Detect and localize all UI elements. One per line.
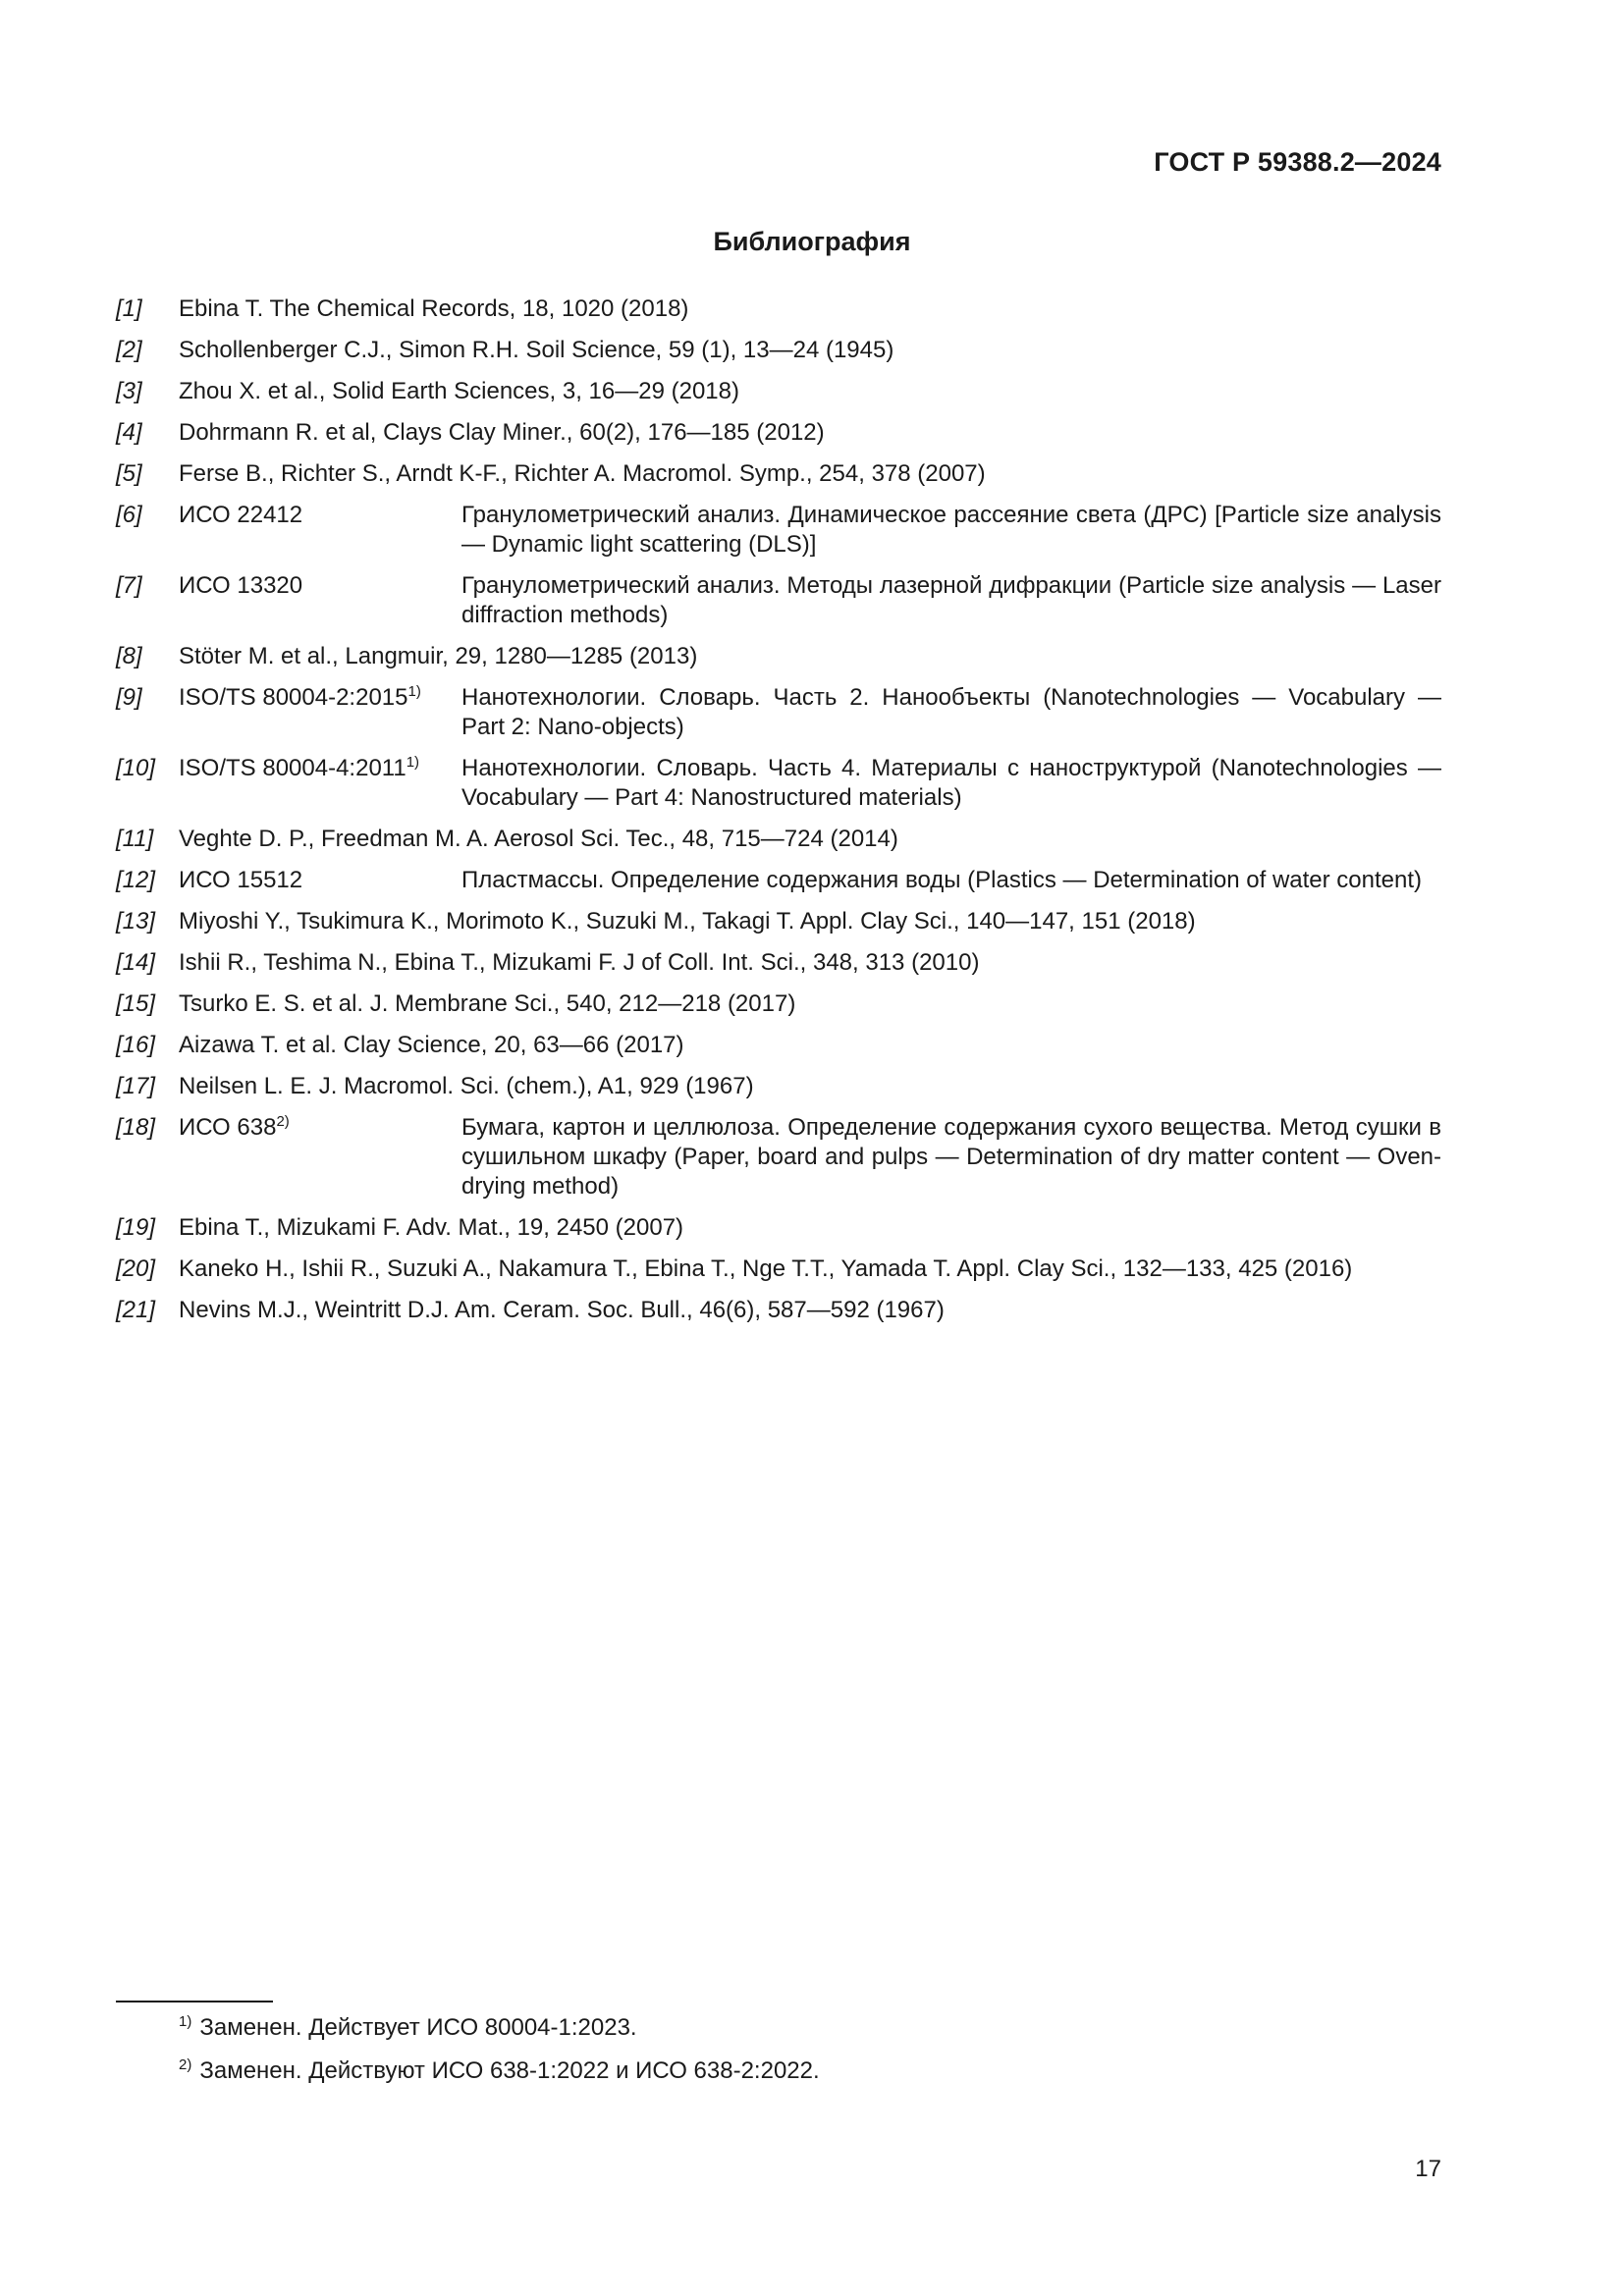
entry-number: [8] (116, 643, 142, 669)
entry-number: [13] (116, 908, 156, 934)
standard-code: ИСО 22412 (179, 502, 303, 528)
entry-number: [12] (116, 867, 156, 893)
bibliography-entry (116, 1296, 1441, 1325)
entry-number: [17] (116, 1073, 156, 1099)
standard-code: ИСО 638 (179, 1114, 277, 1141)
entry-standard-code (179, 866, 302, 895)
entry-description: Пластмассы. Определение содержания воды (Plastics — Determination of water content) (461, 867, 1423, 893)
standard-code: ISO/TS 80004-4:2011 (179, 755, 406, 781)
entry-number: [3] (116, 378, 142, 404)
entry-description: Нанотехнологии. Словарь. Часть 2. Нанообъекты (Nanotechnologies — Vocabulary — Part 2: Nano-objects) (461, 684, 1441, 740)
standard-code: ISO/TS 80004-2:2015 (179, 684, 408, 711)
footnote-mark: 1) (406, 754, 420, 771)
entry-standard-code (179, 571, 302, 601)
entry-text: Veghte D. P., Freedman M. A. Aerosol Sci. Tec., 48, 715—724 (2014) (179, 826, 898, 852)
footnote-mark: 2) (179, 2056, 192, 2073)
entry-description: Бумага, картон и целлюлоза. Определение содержания сухого вещества. Метод сушки в сушильном шкафу (Paper, board and pulps — Determination of dry matter content — Oven-drying method) (461, 1114, 1441, 1200)
footnote-mark: 1) (179, 2013, 192, 2030)
entry-number: [15] (116, 990, 156, 1017)
footnote (179, 2056, 820, 2086)
entry-number: [20] (116, 1255, 156, 1282)
entry-number: [1] (116, 295, 142, 322)
entry-text: Dohrmann R. et al, Clays Clay Miner., 60(2), 176—185 (2012) (179, 419, 825, 446)
bibliography-entry (116, 1031, 1441, 1060)
entry-number: [9] (116, 684, 142, 711)
entry-number: [11] (116, 826, 154, 852)
entry-text: Ebina T. The Chemical Records, 18, 1020 (2018) (179, 295, 689, 322)
bibliography-entry (116, 336, 1441, 365)
entry-number: [4] (116, 419, 142, 446)
bibliography-entry (116, 683, 1441, 742)
bibliography-entry (116, 1255, 1441, 1284)
entry-text: Stöter M. et al., Langmuir, 29, 1280—1285 (2013) (179, 643, 698, 669)
standard-code: ИСО 13320 (179, 572, 303, 599)
entry-description: Гранулометрический анализ. Методы лазерной дифракции (Particle size analysis — Laser diffraction methods) (461, 572, 1441, 628)
entry-number: [10] (116, 755, 156, 781)
entry-text: Miyoshi Y., Tsukimura K., Morimoto K., Suzuki M., Takagi T. Appl. Clay Sci., 140—147, 151 (2018) (179, 908, 1196, 934)
bibliography-entry (116, 989, 1441, 1019)
bibliography-entry (116, 571, 1441, 630)
entry-standard-code (179, 754, 419, 783)
entry-text: Nevins M.J., Weintritt D.J. Am. Ceram. Soc. Bull., 46(6), 587—592 (1967) (179, 1297, 945, 1323)
entry-number: [14] (116, 949, 156, 976)
entry-number: [21] (116, 1297, 156, 1323)
footnote-text: Заменен. Действуют ИСО 638-1:2022 и ИСО 638-2:2022. (199, 2057, 820, 2084)
entry-text: Ferse B., Richter S., Arndt K-F., Richter A. Macromol. Symp., 254, 378 (2007) (179, 460, 986, 487)
footnote (179, 2013, 820, 2043)
page-number: 17 (1415, 2156, 1441, 2182)
standard-code: ИСО 15512 (179, 867, 303, 893)
footnote-divider (116, 2001, 273, 2002)
document-code: ГОСТ Р 59388.2—2024 (1154, 147, 1441, 177)
bibliography-list (116, 294, 1441, 1337)
bibliography-entry (116, 866, 1441, 895)
bibliography-entry (116, 501, 1441, 560)
bibliography-entry (116, 825, 1441, 854)
entry-text: Ebina T., Mizukami F. Adv. Mat., 19, 2450 (2007) (179, 1214, 684, 1241)
footnote-mark: 2) (276, 1113, 290, 1130)
bibliography-entry (116, 642, 1441, 671)
entry-text: Schollenberger C.J., Simon R.H. Soil Science, 59 (1), 13—24 (1945) (179, 337, 894, 363)
bibliography-entry (116, 1213, 1441, 1243)
footnotes (179, 2013, 820, 2100)
bibliography-entry (116, 907, 1441, 936)
entry-number: [6] (116, 502, 142, 528)
entry-text: Kaneko H., Ishii R., Suzuki A., Nakamura T., Ebina T., Nge T.T., Yamada T. Appl. Clay Sci., 132—133, 425 (2016) (179, 1255, 1353, 1282)
bibliography-entry (116, 294, 1441, 324)
entry-text: Aizawa T. et al. Clay Science, 20, 63—66 (2017) (179, 1032, 684, 1058)
bibliography-title: Библиография (713, 227, 911, 256)
entry-text: Ishii R., Teshima N., Ebina T., Mizukami F. J of Coll. Int. Sci., 348, 313 (2010) (179, 949, 980, 976)
bibliography-entry (116, 377, 1441, 406)
footnote-text: Заменен. Действует ИСО 80004-1:2023. (199, 2014, 637, 2041)
entry-standard-code (179, 683, 421, 713)
entry-description: Нанотехнологии. Словарь. Часть 4. Материалы с наноструктурой (Nanotechnologies — Vocabulary — Part 4: Nanostructured materials) (461, 755, 1441, 811)
bibliography-entry (116, 418, 1441, 448)
entry-standard-code (179, 501, 302, 530)
bibliography-entry (116, 459, 1441, 489)
bibliography-entry (116, 1113, 1441, 1201)
entry-number: [5] (116, 460, 142, 487)
entry-number: [7] (116, 572, 142, 599)
entry-number: [19] (116, 1214, 156, 1241)
bibliography-entry (116, 754, 1441, 813)
entry-number: [2] (116, 337, 142, 363)
entry-text: Zhou X. et al., Solid Earth Sciences, 3, 16—29 (2018) (179, 378, 739, 404)
entry-text: Neilsen L. E. J. Macromol. Sci. (chem.), A1, 929 (1967) (179, 1073, 754, 1099)
entry-text: Tsurko E. S. et al. J. Membrane Sci., 540, 212—218 (2017) (179, 990, 796, 1017)
entry-number: [18] (116, 1114, 156, 1141)
entry-number: [16] (116, 1032, 156, 1058)
bibliography-entry (116, 948, 1441, 978)
entry-standard-code (179, 1113, 290, 1143)
footnote-mark: 1) (407, 683, 421, 700)
bibliography-entry (116, 1072, 1441, 1101)
entry-description: Гранулометрический анализ. Динамическое рассеяние света (ДРС) [Particle size analysis — Dynamic light scattering (DLS)] (461, 502, 1441, 558)
